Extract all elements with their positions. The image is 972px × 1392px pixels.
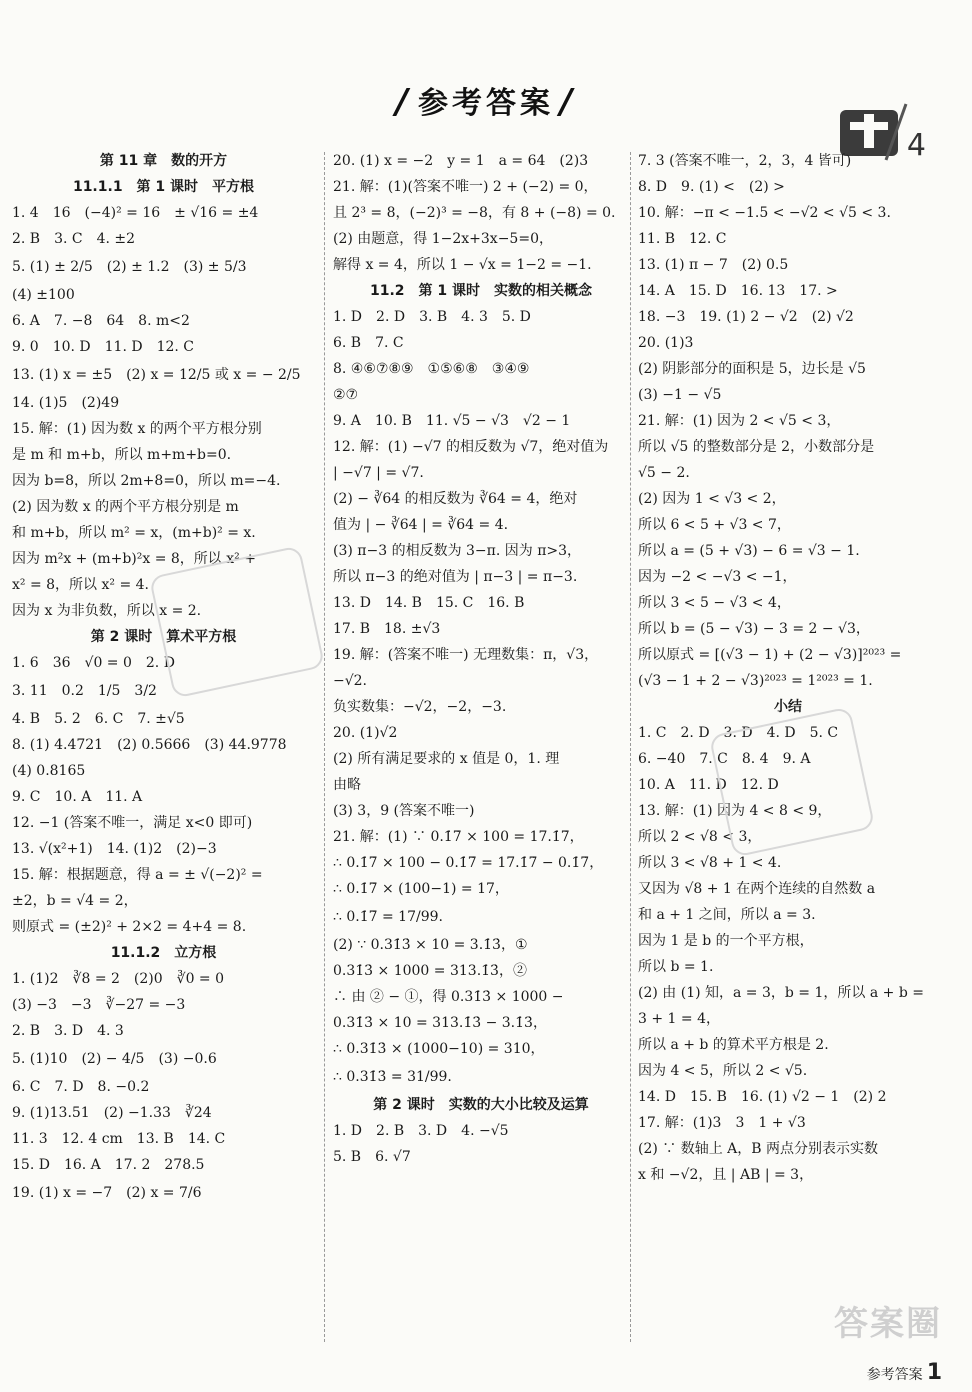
answer-line: 9. A 10. B 11. √5 − √3 √2 − 1 [333,413,571,429]
page-heading [0,78,972,122]
answer-line: x 和 −√2，且 | AB | = 3， [638,1167,814,1183]
answer-line: (2) 因为 1 < √3 < 2， [638,491,786,507]
watermark-text: 答案圈 [834,1304,942,1344]
answer-line: 又因为 √8 + 1 在两个连续的自然数 a [638,881,876,897]
answer-line: 10. A 11. D 12. D [638,777,779,793]
answer-line: 13. 解：(1) 因为 4 < 8 < 9， [638,803,832,819]
answer-line: 所以 a + b 的算术平方根是 2. [638,1037,829,1053]
answer-line: 所以 6 < 5 + √3 < 7， [638,517,791,533]
answer-line: 5. B 6. √7 [333,1149,411,1165]
answer-line: 6. −40 7. C 8. 4 9. A [638,751,811,767]
answer-line: x² = 8，所以 x² = 4. [12,577,149,593]
answer-line: ∴ 0.1̇7̇ × (100−1) = 17， [333,881,509,897]
answer-line: 4. B 5. 2 6. C 7. ±√5 [12,711,185,727]
answer-line: ②⑦ [333,387,359,403]
section-heading: 11.2 第 1 课时 实数的相关概念 [369,283,593,299]
answer-line: 因为 x 为非负数，所以 x = 2. [12,603,202,619]
corner-number: 4 [906,128,926,163]
answer-line: 所以 2 < √8 < 3， [638,829,762,845]
answer-line: 所以 b = (5 − √3) − 3 = 2 − √3， [638,621,870,637]
answer-line: (3) 3，9 (答案不唯一) [333,803,475,819]
answer-line: (2) 由题意，得 1−2x+3x−5=0， [333,231,553,247]
section-heading: 第 11 章 数的开方 [99,153,228,169]
answer-line: 18. −3 19. (1) 2 − √2 (2) √2 [638,309,854,325]
answer-line: 9. C 10. A 11. A [12,789,143,805]
answer-line: 8. ④⑥⑦⑧⑨ ①⑤⑥⑧ ③④⑨ [333,361,530,377]
answer-line: 1. D 2. B 3. D 4. −√5 [333,1123,509,1139]
answer-line: 则原式 = (±2)² + 2×2 = 4+4 = 8. [12,919,247,935]
answer-line: 所以 √5 的整数部分是 2，小数部分是 [638,439,875,455]
answer-line: 3. 11 0.2 1/5 3/2 [12,683,157,699]
answer-line: 13. √(x²+1) 14. (1)2 (2)−3 [12,841,217,857]
answer-line: (2) 由 (1) 知，a = 3，b = 1，所以 a + b = [638,985,924,1001]
answer-line: (2) − ∛64 的相反数为 ∛64 = 4，绝对 [333,491,578,507]
answer-line: (3) π−3 的相反数为 3−π. 因为 π>3， [333,543,582,559]
answer-line: 20. (1)√2 [333,725,398,741]
answer-line: 14. A 15. D 16. 13 17. > [638,283,838,299]
answer-line: 所以 b = 1. [638,959,714,975]
answer-line: −√2. [333,673,368,689]
answer-line: 1. D 2. D 3. B 4. 3 5. D [333,309,531,325]
title-slash-right: / [560,82,577,122]
section-heading: 第 2 课时 实数的大小比较及运算 [373,1097,589,1113]
answer-line: ∴ 由 ② − ①，得 0.31̇3̇ × 1000 − [333,989,564,1005]
answer-line: 5. (1)10 (2) − 4/5 (3) −0.6 [12,1051,217,1067]
answer-line: 和 m+b，所以 m² = x，(m+b)² = x. [12,525,256,541]
answer-line: 5. (1) ± 2/5 (2) ± 1.2 (3) ± 5/3 [12,259,247,275]
answer-line: 20. (1) x = −2 y = 1 a = 64 (2)3 [333,153,589,169]
answer-line: 6. C 7. D 8. −0.2 [12,1079,150,1095]
answer-line: 所以 π−3 的绝对值为 | π−3 | = π−3. [333,569,578,585]
answer-line: 20. (1)3 [638,335,694,351]
answer-line: 1. 4 16 (−4)² = 16 ± √16 = ±4 [12,205,259,221]
answer-line: 2. B 3. D 4. 3 [12,1023,124,1039]
column-divider [324,152,326,1342]
answer-line: 所以 3 < 5 − √3 < 4， [638,595,791,611]
answer-line: 所以 3 < √8 + 1 < 4. [638,855,782,871]
answer-line: 13. (1) π − 7 (2) 0.5 [638,257,789,273]
answer-line: (2) 阴影部分的面积是 5，边长是 √5 [638,361,866,377]
answer-line: 12. −1 (答案不唯一，满足 x<0 即可) [12,815,253,831]
answer-line: (3) −3 −3 ∛−27 = −3 [12,997,186,1013]
answer-line: 14. D 15. B 16. (1) √2 − 1 (2) 2 [638,1089,887,1105]
answer-line: ±2，b = √4 = 2， [12,893,138,909]
title-slash-left: / [395,82,412,122]
answer-line: (4) 0.8165 [12,763,86,779]
answer-line: (2) 所有满足要求的 x 值是 0，1. 理 [333,751,560,767]
page-footer [867,1360,942,1385]
answer-line: 因为 4 < 5，所以 2 < √5. [638,1063,808,1079]
section-heading: 11.1.2 立方根 [110,945,217,961]
answer-line: 9. 0 10. D 11. D 12. C [12,339,195,355]
page-number: 1 [926,1360,942,1385]
answer-line: 21. 解：(1) 因为 2 < √5 < 3， [638,413,841,429]
answer-line: 且 2³ = 8，(−2)³ = −8，有 8 + (−8) = 0. [333,205,616,221]
answer-line: 值为 | − ∛64 | = ∛64 = 4. [333,517,509,533]
footer-label: 参考答案 [866,1367,923,1383]
answer-line: 负实数集：−√2，−2，−3. [333,699,507,715]
answer-line: 3 + 1 = 4， [638,1011,720,1027]
answer-line: 是 m 和 m+b，所以 m+m+b=0. [12,447,232,463]
answer-line: ∴ 0.1̇7̇ = 17/99. [333,909,443,925]
page-title: 参考答案 [418,86,554,121]
answer-line: ∴ 0.1̇7̇ × 100 − 0.1̇7̇ = 17.1̇7̇ − 0.1̇7̇， [333,855,604,871]
answer-line: 12. 解：(1) −√7 的相反数为 √7，绝对值为 [333,439,609,455]
answer-line: 13. D 14. B 15. C 16. B [333,595,525,611]
answer-line: 10. 解：−π < −1.5 < −√2 < √5 < 3. [638,205,891,221]
answer-line: 8. (1) 4.4721 (2) 0.5666 (3) 44.9778 [12,737,287,753]
answer-line: 所以原式 = [(√3 − 1) + (2 − √3)]²⁰²³ = [638,647,902,663]
answer-line: ∴ 0.31̇3̇ × (1000−10) = 310， [333,1041,545,1057]
answer-line: 因为 b=8，所以 2m+8=0，所以 m=−4. [12,473,281,489]
answer-line: 21. 解：(1) ∵ 0.1̇7̇ × 100 = 17.1̇7̇， [333,829,584,845]
answer-line: | −√7 | = √7. [333,465,424,481]
answer-line: 15. 解：(1) 因为数 x 的两个平方根分别 [12,421,262,437]
answer-line: 解得 x = 4，所以 1 − √x = 1−2 = −1. [333,257,592,273]
answer-line: (√3 − 1 + 2 − √3)²⁰²³ = 1²⁰²³ = 1. [638,673,873,689]
answer-line: 15. 解：根据题意，得 a = ± √(−2)² = [12,867,263,883]
answer-line: 1. (1)2 ∛8 = 2 (2)0 ∛0 = 0 [12,971,225,987]
answer-line: (2) ∵ 0.31̇3̇ × 10 = 3.1̇3̇，① [333,937,528,953]
answer-line: 11. 3 12. 4 cm 13. B 14. C [12,1131,226,1147]
answer-line: (2) ∵ 数轴上 A，B 两点分别表示实数 [638,1141,879,1157]
answer-line: 17. 解：(1)3 3 1 + √3 [638,1115,806,1131]
answer-line: 因为 1 是 b 的一个平方根， [638,933,814,949]
answer-line: 6. B 7. C [333,335,404,351]
answer-line: 9. (1)13.51 (2) −1.33 ∛24 [12,1105,212,1121]
answer-line: 8. D 9. (1) < (2) > [638,179,785,195]
answer-column-2 [333,148,629,1170]
answer-line: 19. (1) x = −7 (2) x = 7/6 [12,1185,202,1201]
answer-line: 2. B 3. C 4. ±2 [12,231,136,247]
answer-line: 因为 m²x + (m+b)²x = 8，所以 x² + [12,551,256,567]
answer-line: 0.31̇3̇ × 10 = 313.1̇3̇ − 3.1̇3̇， [333,1015,547,1031]
answer-line: ∴ 0.31̇3̇ = 31/99. [333,1069,452,1085]
answer-line: 14. (1)5 (2)49 [12,395,120,411]
answer-line: (4) ±100 [12,287,75,303]
answer-line: (2) 因为数 x 的两个平方根分别是 m [12,499,239,515]
answer-line: 所以 a = (5 + √3) − 6 = √3 − 1. [638,543,860,559]
column-divider [630,152,632,1342]
answer-line: 21. 解：(1)(答案不唯一) 2 + (−2) = 0， [333,179,598,195]
answer-line: 13. (1) x = ±5 (2) x = 12/5 或 x = − 2/5 [12,367,301,383]
answer-line: 由略 [333,777,361,793]
answer-line: 11. B 12. C [638,231,727,247]
answer-column-3 [638,148,938,1188]
answer-line: 15. D 16. A 17. 2 278.5 [12,1157,205,1173]
answer-line: 1. C 2. D 3. D 4. D 5. C [638,725,839,741]
answer-line: 7. 3 (答案不唯一，2，3，4 皆可) [638,153,852,169]
answer-line: 19. 解：(答案不唯一) 无理数集：π，√3， [333,647,599,663]
section-heading: 小结 [774,699,802,715]
section-heading: 11.1.1 第 1 课时 平方根 [72,179,255,195]
answer-line: 0.31̇3̇ × 1000 = 313.1̇3̇，② [333,963,527,979]
answer-line: (3) −1 − √5 [638,387,722,403]
answer-line: 因为 −2 < −√3 < −1， [638,569,797,585]
answer-line: 和 a + 1 之间，所以 a = 3. [638,907,816,923]
section-heading: 第 2 课时 算术平方根 [90,629,237,645]
answer-line: √5 − 2. [638,465,690,481]
answer-line: 17. B 18. ±√3 [333,621,441,637]
answer-line: 1. 6 36 √0 = 0 2. D [12,655,175,671]
answer-line: 6. A 7. −8 64 8. m<2 [12,313,190,329]
